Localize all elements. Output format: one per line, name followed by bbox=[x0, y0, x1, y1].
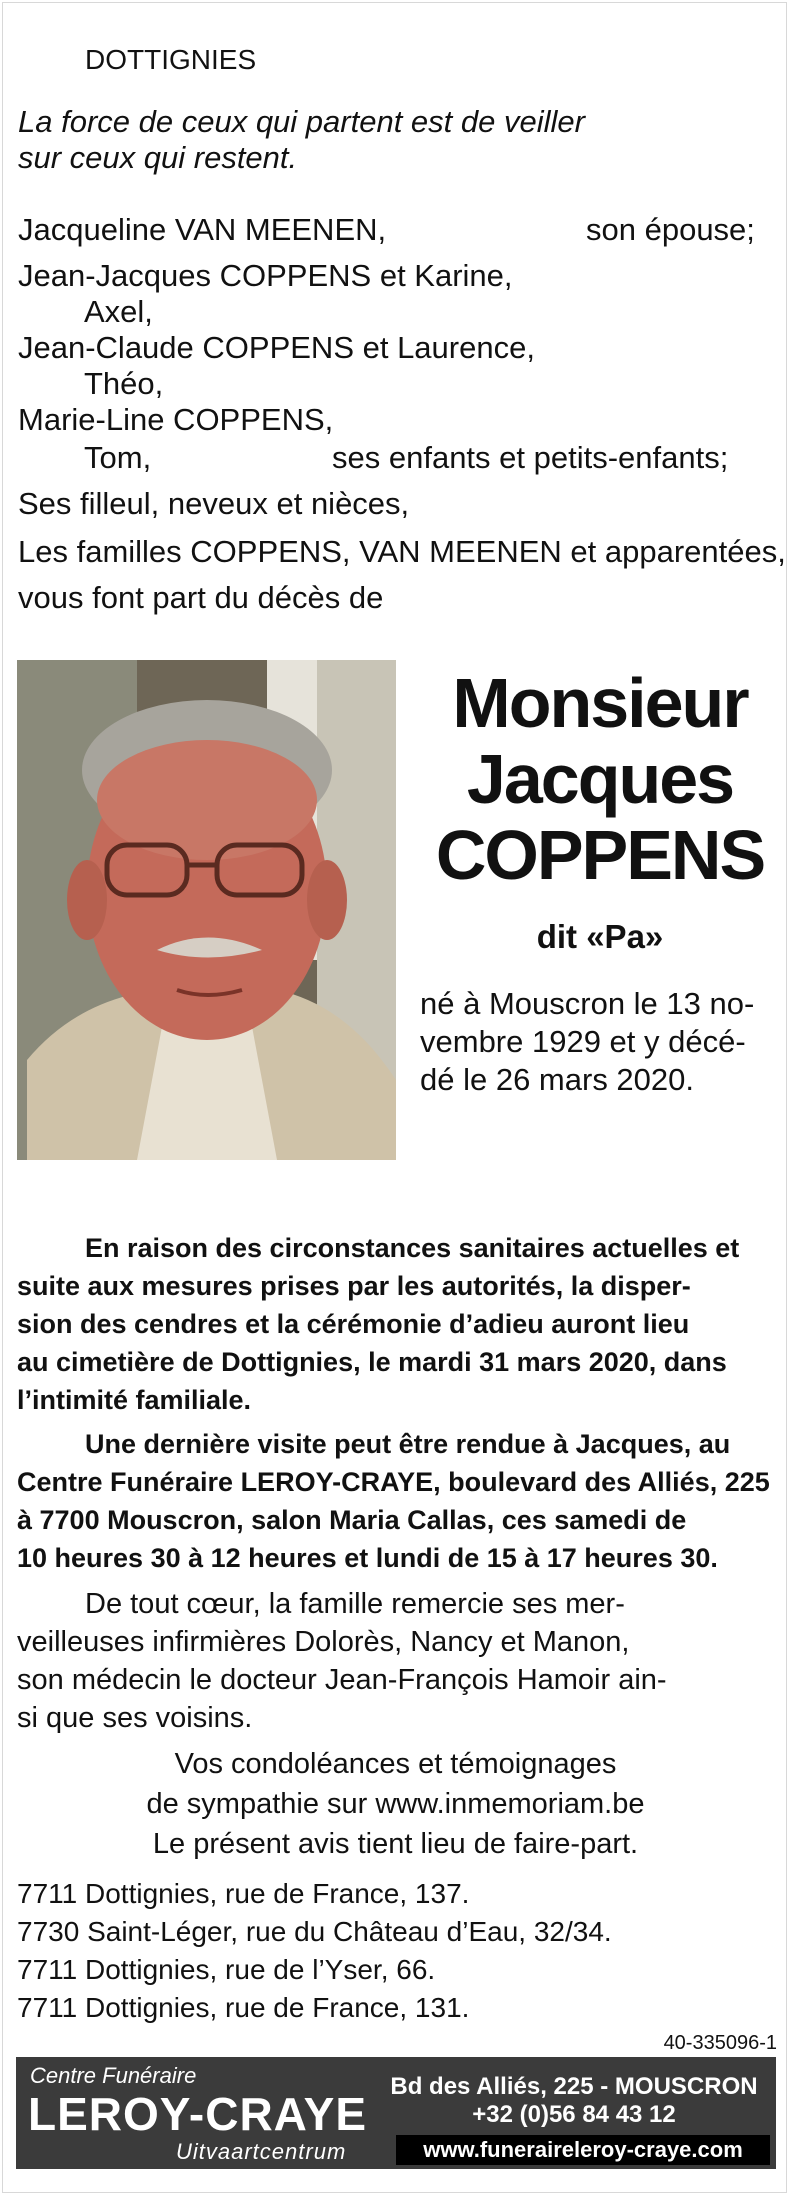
condolences-line: de sympathie sur www.inmemoriam.be bbox=[146, 1788, 645, 1820]
deceased-nickname: dit «Pa» bbox=[536, 918, 664, 955]
portrait-photo bbox=[17, 660, 396, 1160]
family-line: Tom, bbox=[84, 440, 152, 475]
paragraph-thanks-line: si que ses voisins. bbox=[17, 1702, 253, 1734]
paragraph-thanks-line: son médecin le docteur Jean-François Hamoir ain- bbox=[17, 1664, 667, 1696]
family-line: Marie-Line COPPENS, bbox=[18, 402, 334, 437]
paragraph-visit-line: à 7700 Mouscron, salon Maria Callas, ces samedi de bbox=[17, 1505, 687, 1535]
paragraph-ceremony-line: sion des cendres et la cérémonie d’adieu auront lieu bbox=[17, 1309, 690, 1339]
paragraph-visit-line: 10 heures 30 à 12 heures et lundi de 15 à 17 heures 30. bbox=[17, 1543, 718, 1573]
family-line: Jacqueline VAN MEENEN, bbox=[18, 212, 387, 247]
family-line: Ses filleul, neveux et nièces, bbox=[18, 486, 410, 521]
family-role: son épouse; bbox=[586, 212, 755, 247]
banner-centre-label: Centre Funéraire bbox=[30, 2063, 197, 2088]
banner-website-link[interactable]: www.funeraireleroy-craye.com bbox=[396, 2135, 770, 2165]
reference-number: 40-335096-1 bbox=[663, 2032, 777, 2054]
paragraph-thanks-line: veilleuses infirmières Dolorès, Nancy et Manon, bbox=[17, 1626, 630, 1658]
paragraph-visit-line: Une dernière visite peut être rendue à Jacques, au bbox=[85, 1429, 731, 1459]
family-line: Jean-Claude COPPENS et Laurence, bbox=[18, 330, 535, 365]
funeral-home-banner bbox=[16, 2057, 776, 2169]
paragraph-ceremony-line: En raison des circonstances sanitaires actuelles et bbox=[85, 1233, 740, 1263]
address-line: 7711 Dottignies, rue de France, 137. bbox=[17, 1878, 470, 1909]
deceased-first-name: Jacques bbox=[466, 740, 734, 818]
family-line: vous font part du décès de bbox=[18, 580, 384, 615]
banner-subbrand: Uitvaartcentrum bbox=[176, 2139, 347, 2164]
deceased-title: Monsieur bbox=[452, 664, 748, 742]
paragraph-ceremony-line: au cimetière de Dottignies, le mardi 31 mars 2020, dans bbox=[17, 1347, 727, 1377]
birth-line: né à Mouscron le 13 no- bbox=[420, 986, 755, 1021]
quote-line-2: sur ceux qui restent. bbox=[18, 140, 298, 175]
family-line: Jean-Jacques COPPENS et Karine, bbox=[18, 258, 513, 293]
birth-line: dé le 26 mars 2020. bbox=[420, 1062, 695, 1097]
banner-phone: +32 (0)56 84 43 12 bbox=[472, 2101, 676, 2128]
paragraph-ceremony-line: l’intimité familiale. bbox=[17, 1385, 252, 1415]
condolences-line: Vos condoléances et témoignages bbox=[174, 1748, 617, 1780]
address-line: 7711 Dottignies, rue de France, 131. bbox=[17, 1992, 470, 2023]
birth-line: vembre 1929 et y décé- bbox=[420, 1024, 746, 1059]
family-line: Les familles COPPENS, VAN MEENEN et apparentées, bbox=[18, 534, 786, 569]
family-line: Axel, bbox=[84, 294, 153, 329]
portrait-illustration bbox=[17, 660, 396, 1160]
family-line: Théo, bbox=[84, 366, 164, 401]
condolences-line: Le présent avis tient lieu de faire-part. bbox=[152, 1828, 639, 1860]
paragraph-ceremony-line: suite aux mesures prises par les autorités, la disper- bbox=[17, 1271, 691, 1301]
paragraph-thanks-line: De tout cœur, la famille remercie ses mer- bbox=[85, 1588, 625, 1620]
quote-line-1: La force de ceux qui partent est de veiller bbox=[18, 104, 585, 139]
family-role: ses enfants et petits-enfants; bbox=[332, 440, 729, 475]
deceased-last-name: COPPENS bbox=[435, 816, 765, 894]
address-line: 7711 Dottignies, rue de l’Yser, 66. bbox=[17, 1954, 436, 1985]
banner-address: Bd des Alliés, 225 - MOUSCRON bbox=[390, 2073, 758, 2100]
address-line: 7730 Saint-Léger, rue du Château d’Eau, 32/34. bbox=[17, 1916, 612, 1947]
banner-brand: LEROY-CRAYE bbox=[28, 2088, 368, 2140]
paragraph-visit-line: Centre Funéraire LEROY-CRAYE, boulevard des Alliés, 225 bbox=[17, 1467, 770, 1497]
location-heading: DOTTIGNIES bbox=[85, 44, 257, 75]
